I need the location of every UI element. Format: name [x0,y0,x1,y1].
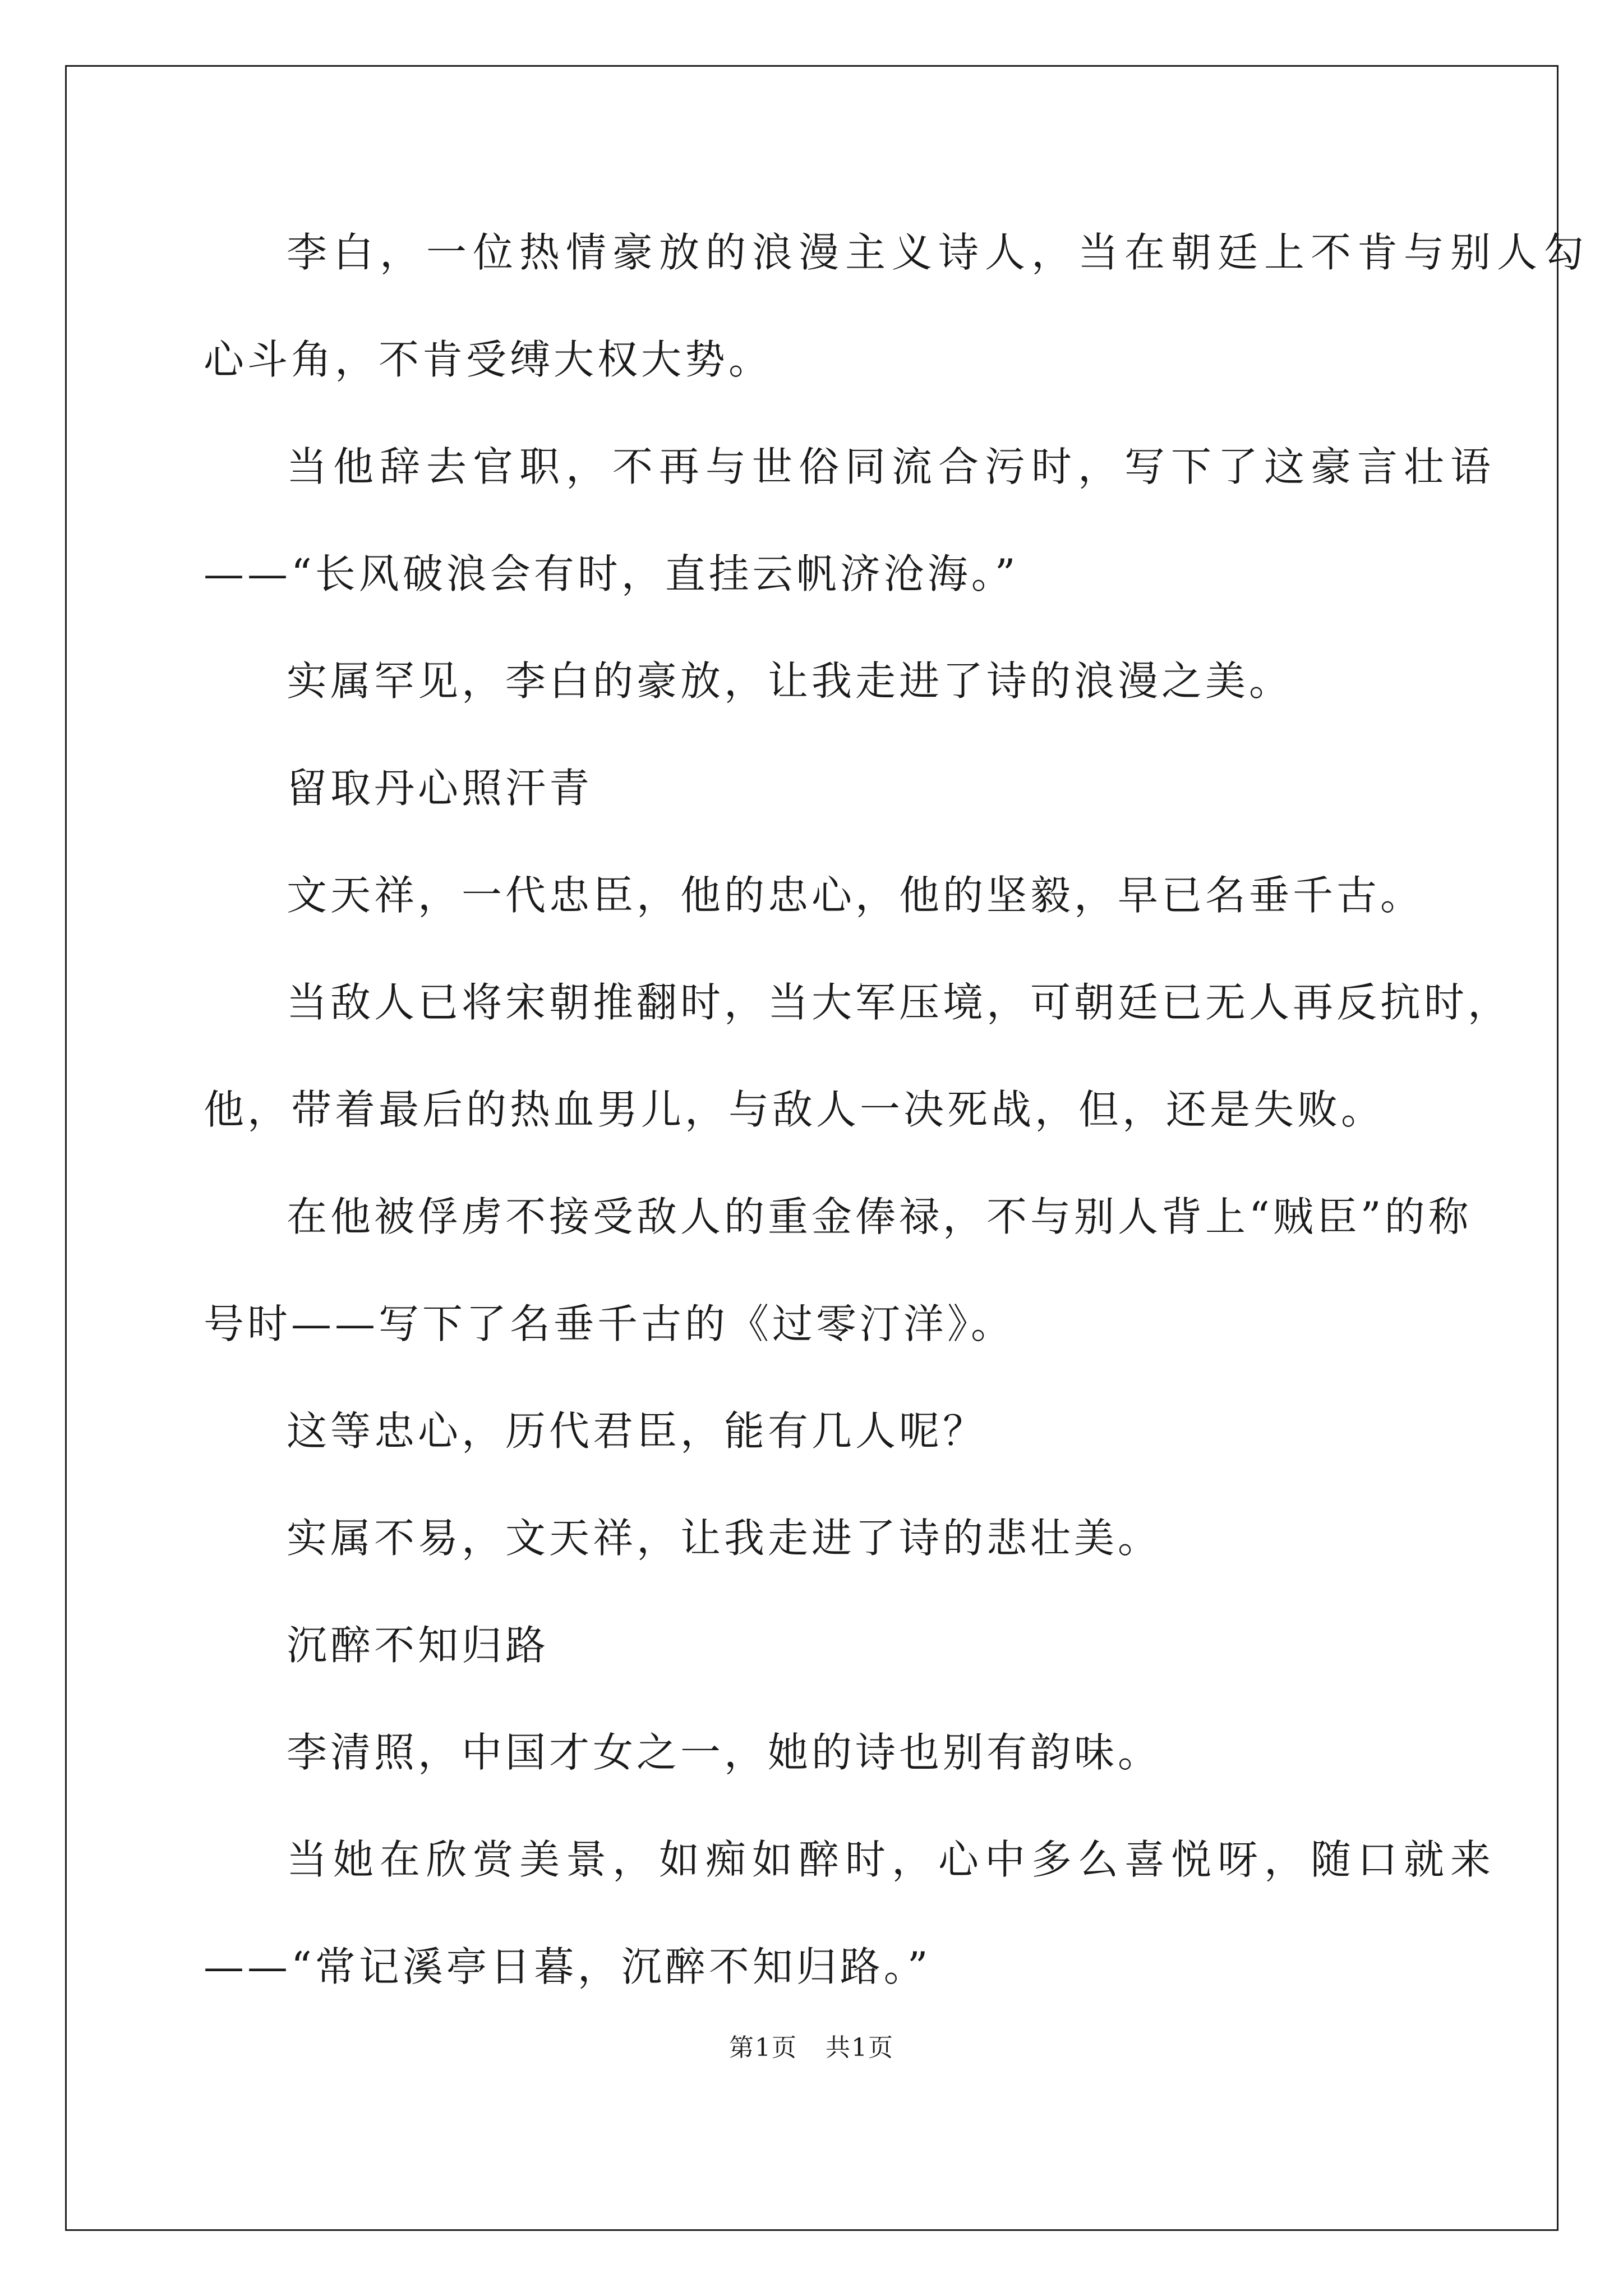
document-body [204,199,1590,2021]
paragraph-line: 实属不易，文天祥，让我走进了诗的悲壮美。 [287,1515,1162,1562]
page-footer [0,2027,1623,2063]
paragraph-line: 这等忠心，历代君臣，能有几人呢？ [287,1407,987,1455]
section-heading: 沉醉不知归路 [287,1622,550,1669]
paragraph-line: 在他被俘虏不接受敌人的重金俸禄，不与别人背上“贼臣”的称 [287,1193,1472,1240]
page-number-total: 共1页 [826,2033,894,2062]
page-number-current: 第1页 [729,2033,797,2062]
paragraph-line: 李清照，中国才女之一，她的诗也别有韵味。 [287,1729,1162,1776]
paragraph-line: 当她在欣赏美景，如痴如醉时，心中多么喜悦呀，随口就来 [287,1836,1497,1883]
paragraph-line: 李白，一位热情豪放的浪漫主义诗人，当在朝廷上不肯与别人勾 [287,229,1590,276]
paragraph-line: ——“长风破浪会有时，直挂云帆济沧海。” [204,550,1019,597]
paragraph-line: 当敌人已将宋朝推翻时，当大军压境，可朝廷已无人再反抗时， [287,979,1512,1026]
paragraph-line: 实属罕见，李白的豪放，让我走进了诗的浪漫之美。 [287,657,1293,705]
paragraph-line: 当他辞去官职，不再与世俗同流合污时，写下了这豪言壮语 [287,443,1497,490]
paragraph-line: 他，带着最后的热血男儿，与敌人一决死战，但，还是失败。 [204,1086,1385,1133]
section-heading: 留取丹心照汗青 [287,765,593,812]
paragraph-line: ——“常记溪亭日暮，沉醉不知归路。” [204,1943,932,1990]
paragraph-line: 心斗角，不肯受缚大权大势。 [204,336,773,383]
paragraph-line: 文天祥，一代忠臣，他的忠心，他的坚毅，早已名垂千古。 [287,872,1424,919]
paragraph-line: 号时——写下了名垂千古的《过零汀洋》。 [204,1300,1015,1347]
